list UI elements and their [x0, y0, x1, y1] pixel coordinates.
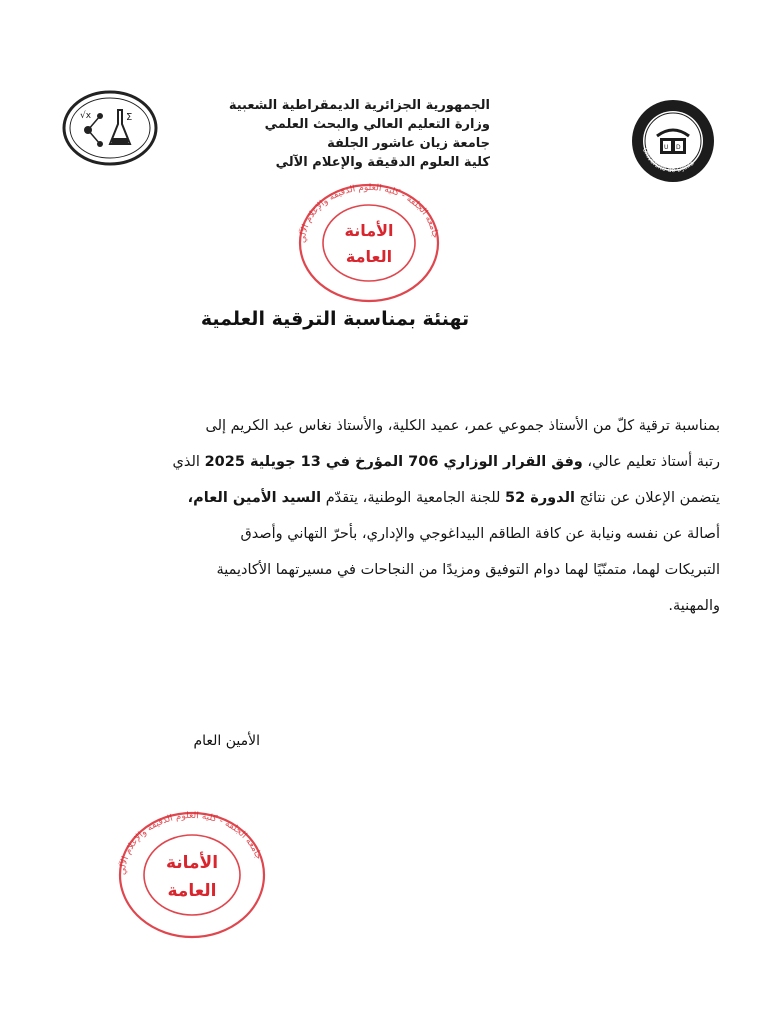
secretary-general-mention: السيد الأمين العام،: [187, 490, 322, 506]
body-text-span: للجنة الجامعية الوطنية، يتقدّم: [321, 490, 506, 506]
header-republic: الجمهورية الجزائرية الديمقراطية الشعبية: [228, 98, 490, 113]
document-body: [50, 408, 720, 624]
svg-text:جامعة الجلفة - كلية العلوم الد: جامعة الجلفة - كلية العلوم الدقيقة والإعلام الآلي: [117, 810, 264, 876]
svg-text:الأمانة: الأمانة: [165, 853, 219, 873]
body-line: والمهنية.: [668, 598, 720, 614]
stamp-bottom: [117, 810, 267, 940]
university-seal-icon: [630, 98, 716, 184]
body-line: التبريكات لهما، متمنّيًا لهما دوام التوفيق ومزيدًا من النجاحات في مسيرتهما الأكاديمية: [216, 562, 720, 578]
body-text-span: الذي: [172, 454, 205, 470]
header-university: جامعة زيان عاشور الجلفة: [327, 136, 490, 151]
stamp-top: [297, 182, 442, 304]
body-line: بمناسبة ترقية كلّ من الأستاذ جموعي عمر، عميد الكلية، والأستاذ نغاس عبد الكريم إلى: [205, 418, 720, 434]
body-line: [50, 444, 720, 480]
document-title: تهنئة بمناسبة الترقية العلمية: [200, 308, 470, 330]
svg-text:جامعة الجلفة - كلية العلوم الد: جامعة الجلفة - كلية العلوم الدقيقة والإعلام الآلي: [297, 182, 440, 244]
header-block: [190, 96, 490, 172]
svg-text:Σ: Σ: [126, 112, 133, 123]
svg-text:D: D: [676, 144, 681, 151]
svg-text:√x: √x: [80, 111, 92, 121]
svg-text:العامة: العامة: [167, 881, 217, 901]
svg-text:الأمانة: الأمانة: [344, 221, 394, 240]
body-line: أصالة عن نفسه ونيابة عن كافة الطاقم البيداغوجي والإداري، بأحرّ التهاني وأصدق: [240, 526, 720, 542]
header-ministry: وزارة التعليم العالي والبحث العلمي: [264, 117, 490, 132]
svg-text:العامة: العامة: [345, 247, 393, 266]
faculty-emblem-icon: [60, 88, 160, 168]
body-text-span: رتبة أستاذ تعليم عالي،: [582, 454, 720, 470]
svg-text:U: U: [664, 144, 669, 151]
body-text-span: يتضمن الإعلان عن نتائج: [574, 490, 720, 506]
header-faculty: كلية العلوم الدقيقة والإعلام الآلي: [275, 155, 490, 170]
svg-text:Université de Djelfa: Université de Djelfa: [640, 146, 696, 175]
body-line: [50, 480, 720, 516]
decree-reference: وفق القرار الوزاري 706 المؤرخ في 13 جويلية 2025: [204, 454, 583, 470]
session-number: الدورة 52: [505, 490, 575, 506]
signature-title: الأمين العام: [193, 733, 260, 749]
